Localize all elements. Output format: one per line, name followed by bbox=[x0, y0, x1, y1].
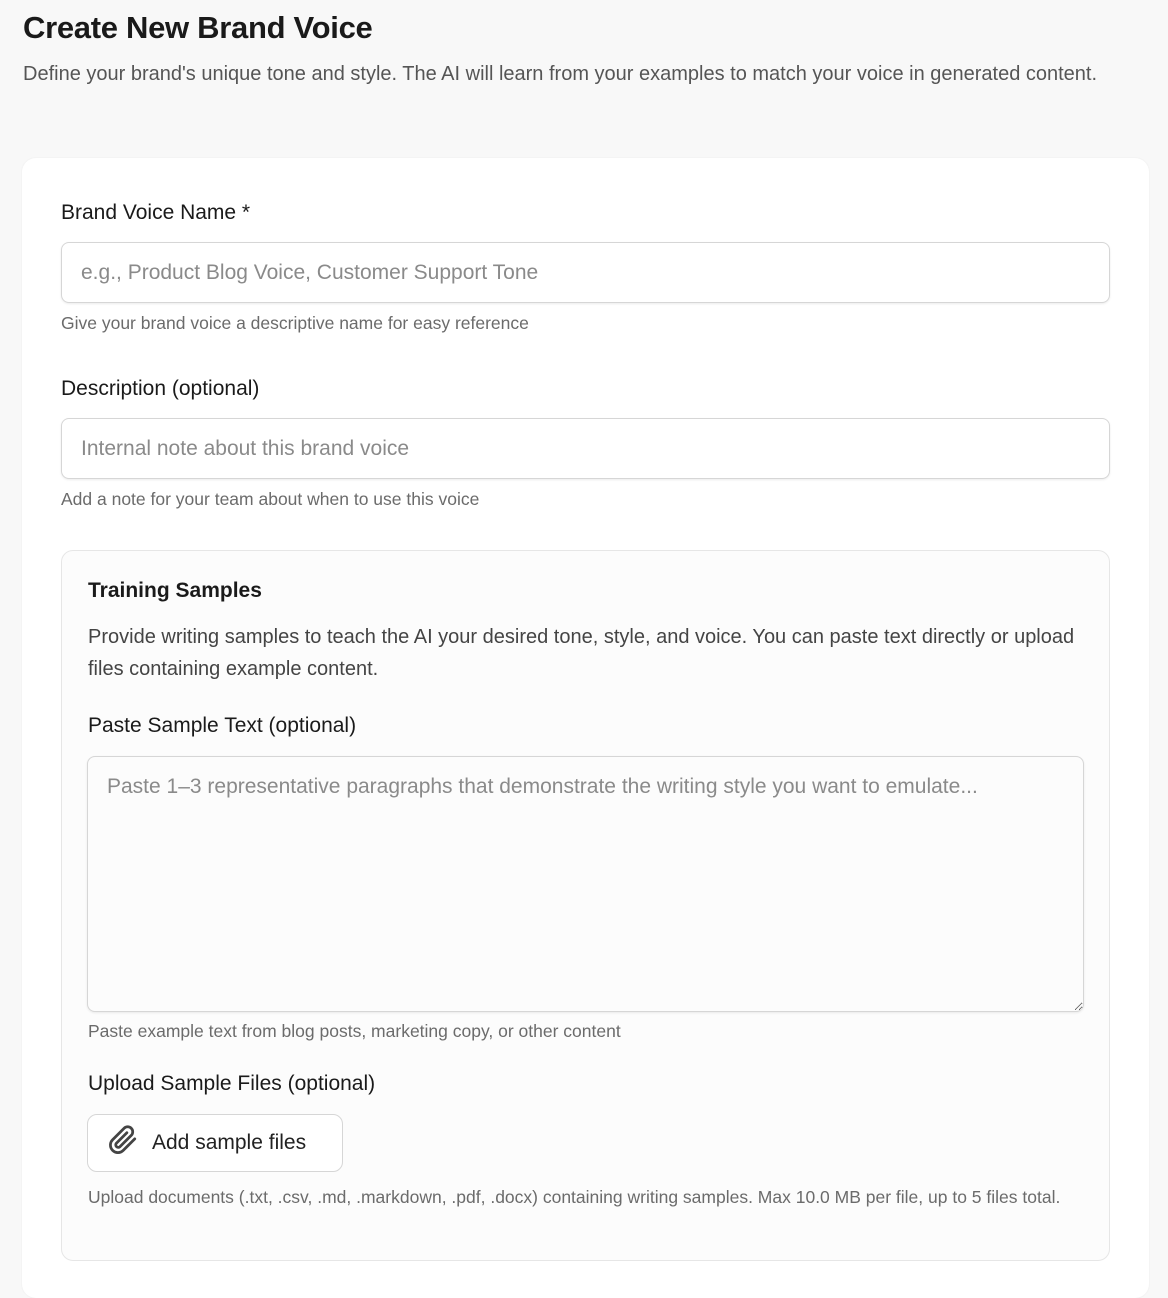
description-help: Add a note for your team about when to use this voice bbox=[61, 489, 480, 509]
upload-sample-label: Upload Sample Files (optional) bbox=[88, 1072, 376, 1095]
training-samples-title: Training Samples bbox=[88, 579, 262, 602]
brand-voice-form-card bbox=[22, 158, 1149, 1298]
description-label: Description (optional) bbox=[61, 377, 260, 400]
paste-sample-help: Paste example text from blog posts, marketing copy, or other content bbox=[88, 1021, 621, 1041]
description-input[interactable] bbox=[61, 418, 1110, 479]
add-sample-files-label: Add sample files bbox=[152, 1131, 307, 1154]
page-title: Create New Brand Voice bbox=[23, 10, 373, 45]
paperclip-icon bbox=[108, 1125, 138, 1161]
paste-sample-label: Paste Sample Text (optional) bbox=[88, 714, 357, 737]
training-samples-section bbox=[61, 550, 1110, 1261]
training-samples-description: Provide writing samples to teach the AI your desired tone, style, and voice. You can paste text directly or upload files containing example content. bbox=[88, 626, 1075, 680]
paste-sample-textarea[interactable] bbox=[87, 756, 1084, 1012]
brand-voice-name-label: Brand Voice Name * bbox=[61, 201, 251, 224]
brand-voice-name-help: Give your brand voice a descriptive name for easy reference bbox=[61, 313, 529, 333]
brand-voice-name-input[interactable] bbox=[61, 242, 1110, 303]
page-subtitle: Define your brand's unique tone and style. The AI will learn from your examples to match your voice in generated content. bbox=[23, 63, 1098, 85]
upload-sample-help: Upload documents (.txt, .csv, .md, .markdown, .pdf, .docx) containing writing samples. Max 10.0 MB per file, up to 5 files total. bbox=[88, 1187, 1061, 1207]
add-sample-files-button[interactable] bbox=[87, 1114, 343, 1172]
